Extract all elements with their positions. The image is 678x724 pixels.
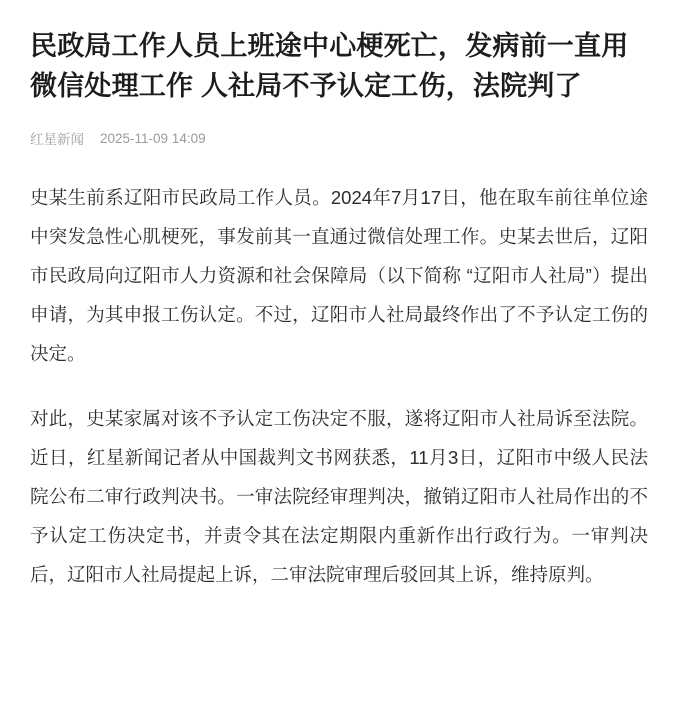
article-meta [30, 128, 648, 148]
paragraph: 对此，史某家属对该不予认定工伤决定不服，遂将辽阳市人社局诉至法院。近日，红星新闻记者从中国裁判文书网获悉，11月3日，辽阳市中级人民法院公布二审行政判决书。一审法院经审理判决，撤销辽阳市人社局作出的不予认定工伤决定书，并责令其在法定期限内重新作出行政行为。一审判决后，辽阳市人社局提起上诉，二审法院审理后驳回其上诉，维持原判。 [30, 408, 648, 585]
page-title: 民政局工作人员上班途中心梗死亡，发病前一直用微信处理工作 人社局不予认定工伤，法院判了 [30, 31, 629, 101]
source-label: 红星新闻 [30, 132, 84, 147]
paragraph: 史某生前系辽阳市民政局工作人员。2024年7月17日，他在取车前往单位途中突发急性心肌梗死，事发前其一直通过微信处理工作。史某去世后，辽阳市民政局向辽阳市人力资源和社会保障局（以下简称 “辽阳市人社局”）提出申请，为其申报工伤认定。不过，辽阳市人社局最终作出了不予认定工伤的决定。 [30, 187, 648, 364]
article-body [30, 178, 648, 594]
timestamp-label: 2025-11-09 14:09 [100, 130, 206, 146]
